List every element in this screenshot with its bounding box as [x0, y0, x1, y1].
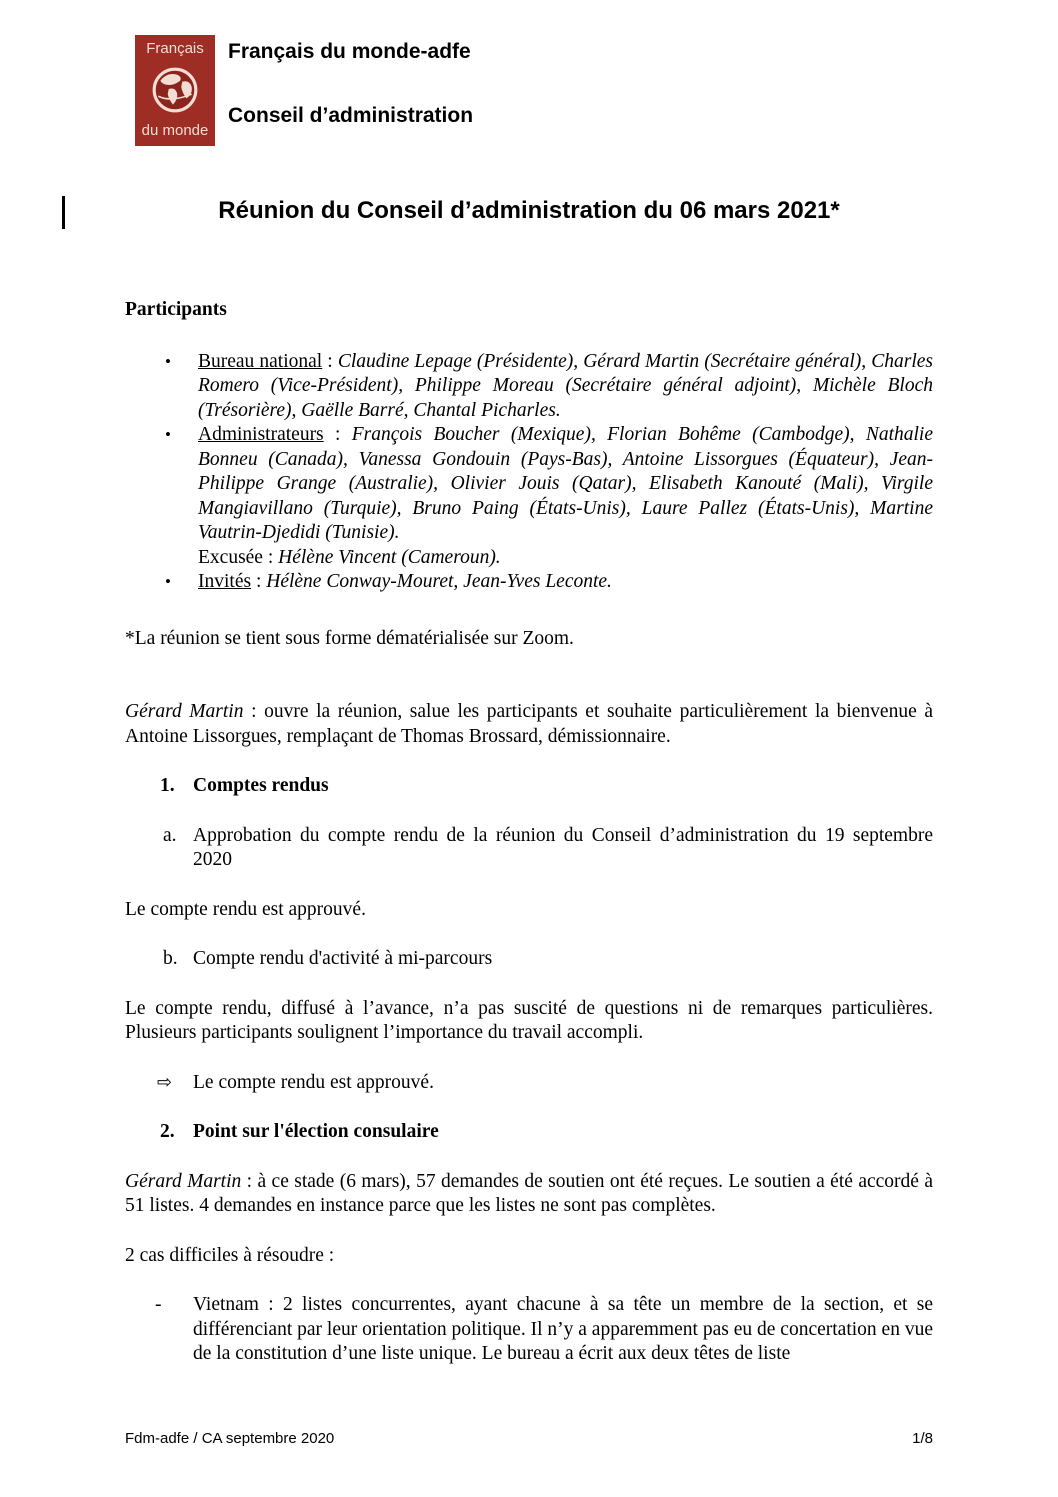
heading-1-number: 1. — [160, 775, 175, 796]
invites-label: Invités — [198, 571, 252, 592]
heading-2 — [125, 1120, 933, 1145]
bureau-label: Bureau national — [198, 350, 323, 372]
cases-intro: 2 cas difficiles à résoudre : — [125, 1244, 335, 1266]
approved-paragraph-a: Le compte rendu est approuvé. — [125, 898, 366, 920]
globe-icon — [150, 65, 200, 115]
bureau-colon: : — [322, 350, 338, 372]
dash-item-text: Vietnam : 2 listes concurrentes, ayant chacune à sa tête un membre de la section, et se différenciant par leur orientation politique. Il n’y a apparemment pas eu de concertation en vue de la constitution d’une liste unique. Le bureau a écrit aux deux têtes de liste — [193, 1294, 933, 1364]
footer-page-number: 1/8 — [912, 1430, 933, 1447]
item-a-text: Approbation du compte rendu de la réunion du Conseil d’administration du 19 septembre 2020 — [193, 824, 933, 870]
organization-name: Français du monde-adfe — [228, 40, 471, 63]
participants-list — [125, 350, 933, 595]
francais-du-monde-logo — [135, 35, 215, 146]
list-item-excusee — [125, 546, 933, 571]
document-body — [125, 298, 933, 1367]
participants-heading: Participants — [125, 299, 227, 320]
intro-paragraph — [125, 700, 933, 749]
admins-colon: : — [323, 424, 352, 445]
bullet-icon: • — [165, 572, 171, 591]
bullet-icon: • — [165, 425, 171, 444]
item-a — [125, 824, 933, 873]
admins-label: Administrateurs — [198, 424, 324, 445]
department-name: Conseil d’administration — [228, 104, 474, 127]
item-a-letter: a. — [163, 824, 177, 846]
paragraph-b: Le compte rendu, diffusé à l’avance, n’a pas suscité de questions ni de remarques particulières. Plusieurs participants soulignent l’importance du travail accompli. — [125, 997, 933, 1043]
dash-icon: - — [155, 1294, 162, 1315]
dash-item-vietnam — [125, 1293, 933, 1367]
paragraph-2 — [125, 1170, 933, 1219]
invites-names: Hélène Conway-Mouret, Jean-Yves Leconte. — [266, 571, 612, 592]
arrow-icon: ⇨ — [157, 1071, 173, 1093]
document-title: Réunion du Conseil d’administration du 06 mars 2021* — [218, 197, 840, 224]
heading-2-number: 2. — [160, 1121, 175, 1142]
item-b — [125, 947, 933, 972]
speaker-name: Gérard Martin — [125, 1170, 242, 1192]
admins-names: François Boucher (Mexique), Florian Bohême (Cambodge), Nathalie Bonneu (Canada), Vanessa Gondouin (Pays-Bas), Antoine Lissorgues (Équateur), Jean-Philippe Grange (Australie), Olivier Jouis (Qatar), Elisabeth Kanouté (Mali), Virgile Mangiavillano (Turquie), Bruno Paing (États-Unis), Laure Pallez (États-Unis), Martine Vautrin-Djedidi (Tunisie). — [198, 424, 933, 543]
arrow-item — [125, 1071, 933, 1096]
footer-document-ref: Fdm-adfe / CA septembre 2020 — [125, 1430, 335, 1447]
arrow-item-text: Le compte rendu est approuvé. — [193, 1071, 434, 1093]
speaker-name: Gérard Martin — [125, 701, 244, 722]
excusee-names: Hélène Vincent (Cameroun). — [278, 546, 501, 568]
zoom-note: *La réunion se tient sous forme dématérialisée sur Zoom. — [125, 627, 574, 649]
list-item-invites — [125, 570, 933, 595]
heading-1 — [125, 774, 933, 799]
bullet-icon: • — [165, 351, 171, 371]
bureau-names: Claudine Lepage (Présidente), Gérard Martin (Secrétaire général), Charles Romero (Vice-Président), Philippe Moreau (Secrétaire général adjoint), Michèle Bloch (Trésorière), Gaëlle Barré, Chantal Picharles. — [198, 350, 934, 421]
invites-colon: : — [251, 571, 267, 592]
heading-2-text: Point sur l'élection consulaire — [193, 1121, 439, 1142]
list-item-bureau-national — [125, 350, 933, 424]
intro-text: : ouvre la réunion, salue les participants et souhaite particulièrement la bienvenue à Antoine Lissorgues, remplaçant de Thomas Brossard, démissionnaire. — [125, 701, 934, 747]
item-b-text: Compte rendu d'activité à mi-parcours — [193, 948, 493, 969]
logo-text-top: Français — [146, 40, 204, 57]
heading-1-text: Comptes rendus — [193, 775, 329, 796]
list-item-administrateurs — [125, 423, 933, 546]
logo-text-bottom: du monde — [141, 122, 209, 139]
page-footer — [125, 1430, 933, 1448]
excusee-label: Excusée : — [198, 546, 279, 568]
paragraph-2-text: : à ce stade (6 mars), 57 demandes de soutien ont été reçues. Le soutien a été accordé à 51 listes. 4 demandes en instance parce que les listes ne sont pas complètes. — [125, 1170, 933, 1216]
item-b-letter: b. — [163, 948, 178, 969]
